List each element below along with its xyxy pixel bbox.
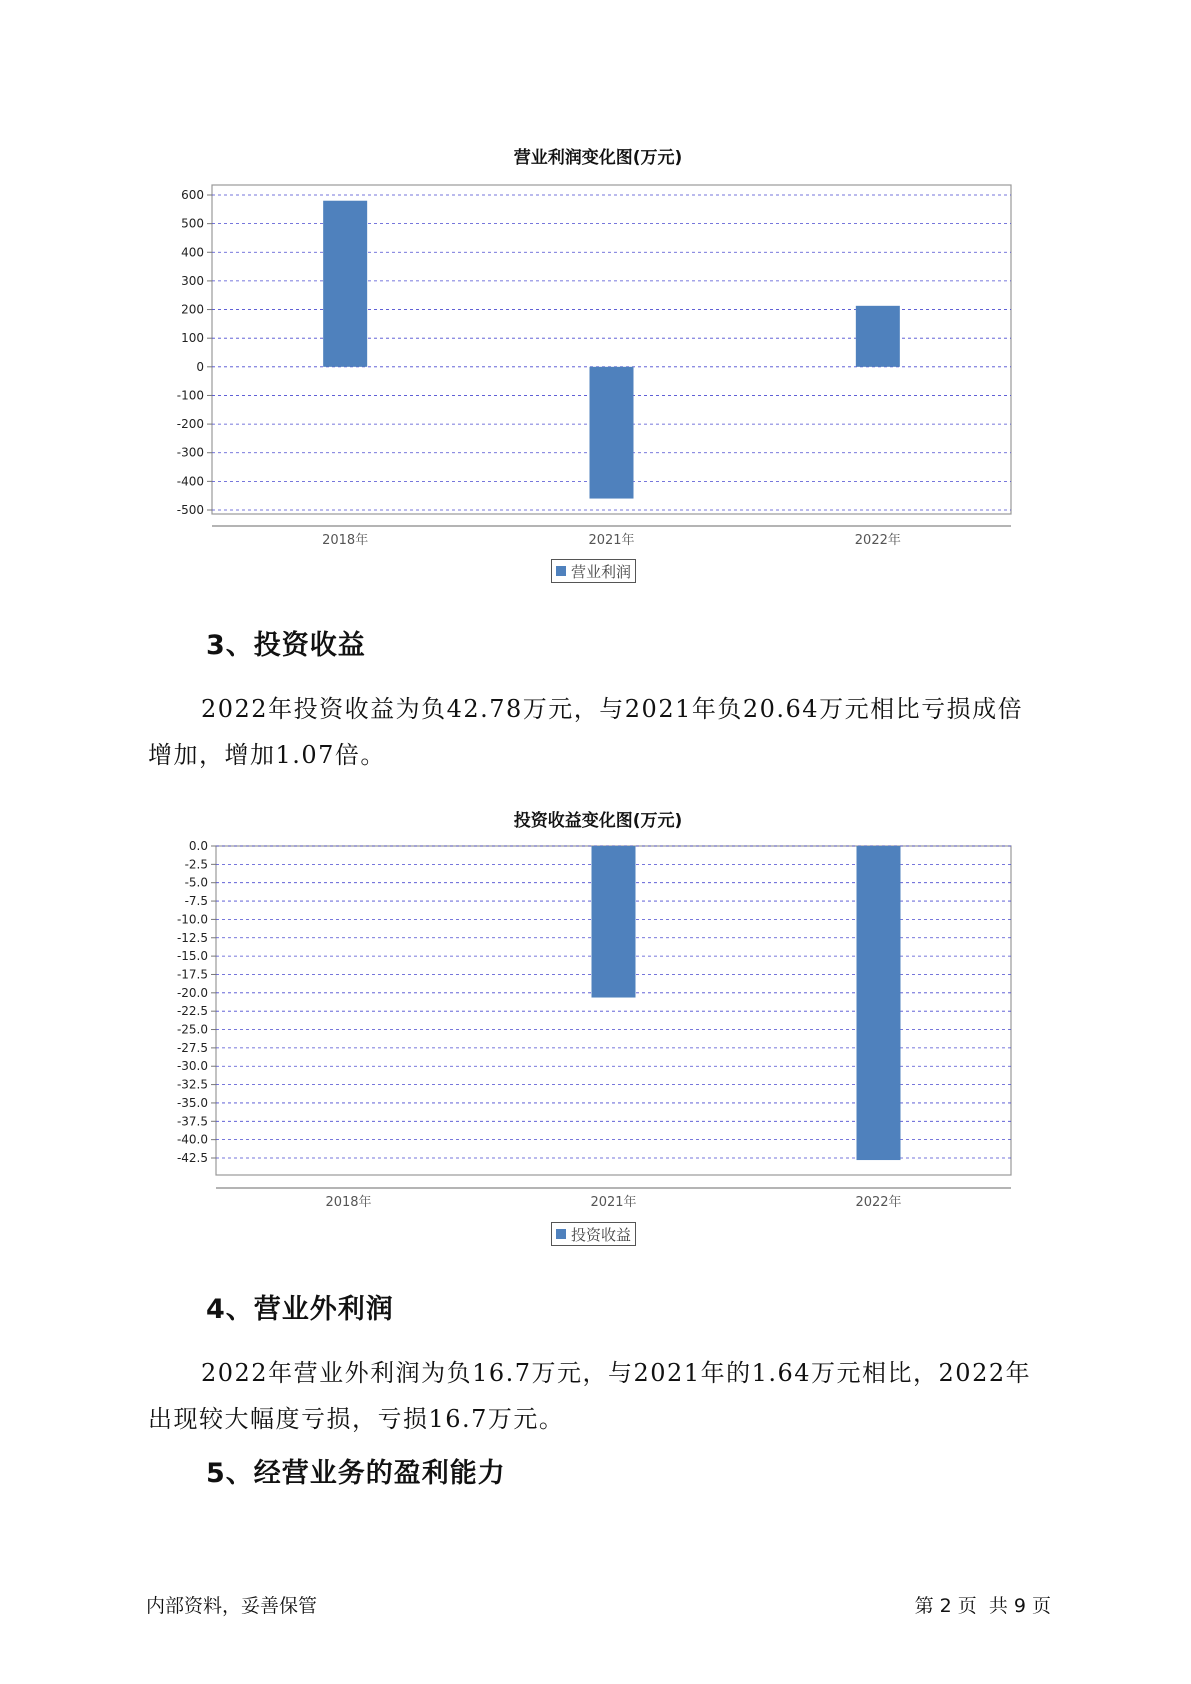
x-tick-label: 2021年 <box>590 1195 637 1210</box>
x-tick-label: 2022年 <box>854 533 901 548</box>
y-tick-label: -10.0 <box>176 912 208 927</box>
non-operating-profit-paragraph: 2022年营业外利润为负16.7万元，与2021年的1.64万元相比，2022年出现较大幅度亏损，亏损16.7万元。 <box>148 1359 1032 1433</box>
chart1-legend <box>551 559 636 583</box>
y-tick-label: -5.0 <box>184 875 208 890</box>
y-tick-label: -25.0 <box>176 1022 208 1037</box>
y-tick-label: -27.5 <box>176 1040 208 1055</box>
y-tick-label: -12.5 <box>176 930 208 945</box>
legend-swatch <box>556 1229 566 1239</box>
y-tick-label: -30.0 <box>176 1059 208 1074</box>
y-tick-label: -500 <box>176 503 204 517</box>
y-tick-label: -300 <box>176 445 204 460</box>
y-tick-label: 500 <box>181 216 204 231</box>
y-tick-label: 600 <box>181 188 204 202</box>
y-tick-label: -37.5 <box>176 1114 208 1129</box>
y-tick-label: 0.0 <box>188 839 208 853</box>
y-tick-label: 0 <box>196 359 204 374</box>
y-tick-label: -32.5 <box>176 1077 208 1092</box>
y-tick-label: -22.5 <box>176 1004 208 1019</box>
y-tick-label: 400 <box>181 245 204 260</box>
legend-swatch <box>556 566 566 576</box>
y-tick-label: -35.0 <box>176 1095 208 1110</box>
section-heading-non-operating-profit: 4、营业外利润 <box>206 1294 394 1325</box>
y-tick-label: -7.5 <box>184 894 208 909</box>
y-tick-label: -42.5 <box>176 1151 208 1165</box>
bar-2022年 <box>857 846 901 1160</box>
y-tick-label: 100 <box>181 331 204 346</box>
bar-2021年 <box>592 846 636 998</box>
x-tick-label: 2018年 <box>325 1195 372 1210</box>
chart2-legend <box>551 1222 636 1246</box>
y-tick-label: 200 <box>181 302 204 317</box>
y-tick-label: -100 <box>176 388 204 403</box>
section-heading-investment-income: 3、投资收益 <box>206 630 366 661</box>
chart2-title: 投资收益变化图(万元) <box>513 811 683 831</box>
chart2-legend-label: 投资收益 <box>571 1225 632 1244</box>
bar-2018年 <box>323 201 367 367</box>
y-tick-label: -40.0 <box>176 1132 208 1147</box>
x-tick-label: 2022年 <box>855 1195 902 1210</box>
footer-page-number: 第 2 页 共 9 页 <box>914 1595 1051 1617</box>
y-tick-label: -2.5 <box>184 857 208 872</box>
y-tick-label: 300 <box>181 273 204 288</box>
y-tick-label: -400 <box>176 474 204 489</box>
bar-2021年 <box>590 367 634 499</box>
chart1-legend-label: 营业利润 <box>571 562 632 581</box>
investment-income-paragraph: 2022年投资收益为负42.78万元，与2021年负20.64万元相比亏损成倍增加，增加1.07倍。 <box>148 695 1024 769</box>
x-tick-label: 2018年 <box>322 533 369 548</box>
bar-2022年 <box>856 306 900 367</box>
operating-profit-chart <box>0 170 1191 570</box>
section-heading-profitability: 5、经营业务的盈利能力 <box>206 1458 506 1489</box>
footer-confidential-note: 内部资料，妥善保管 <box>146 1595 318 1617</box>
chart1-title: 营业利润变化图(万元) <box>513 148 683 168</box>
y-tick-label: -20.0 <box>176 985 208 1000</box>
y-tick-label: -17.5 <box>176 967 208 982</box>
y-tick-label: -15.0 <box>176 949 208 964</box>
y-tick-label: -200 <box>176 417 204 432</box>
x-tick-label: 2021年 <box>588 533 635 548</box>
investment-income-chart <box>0 835 1191 1215</box>
